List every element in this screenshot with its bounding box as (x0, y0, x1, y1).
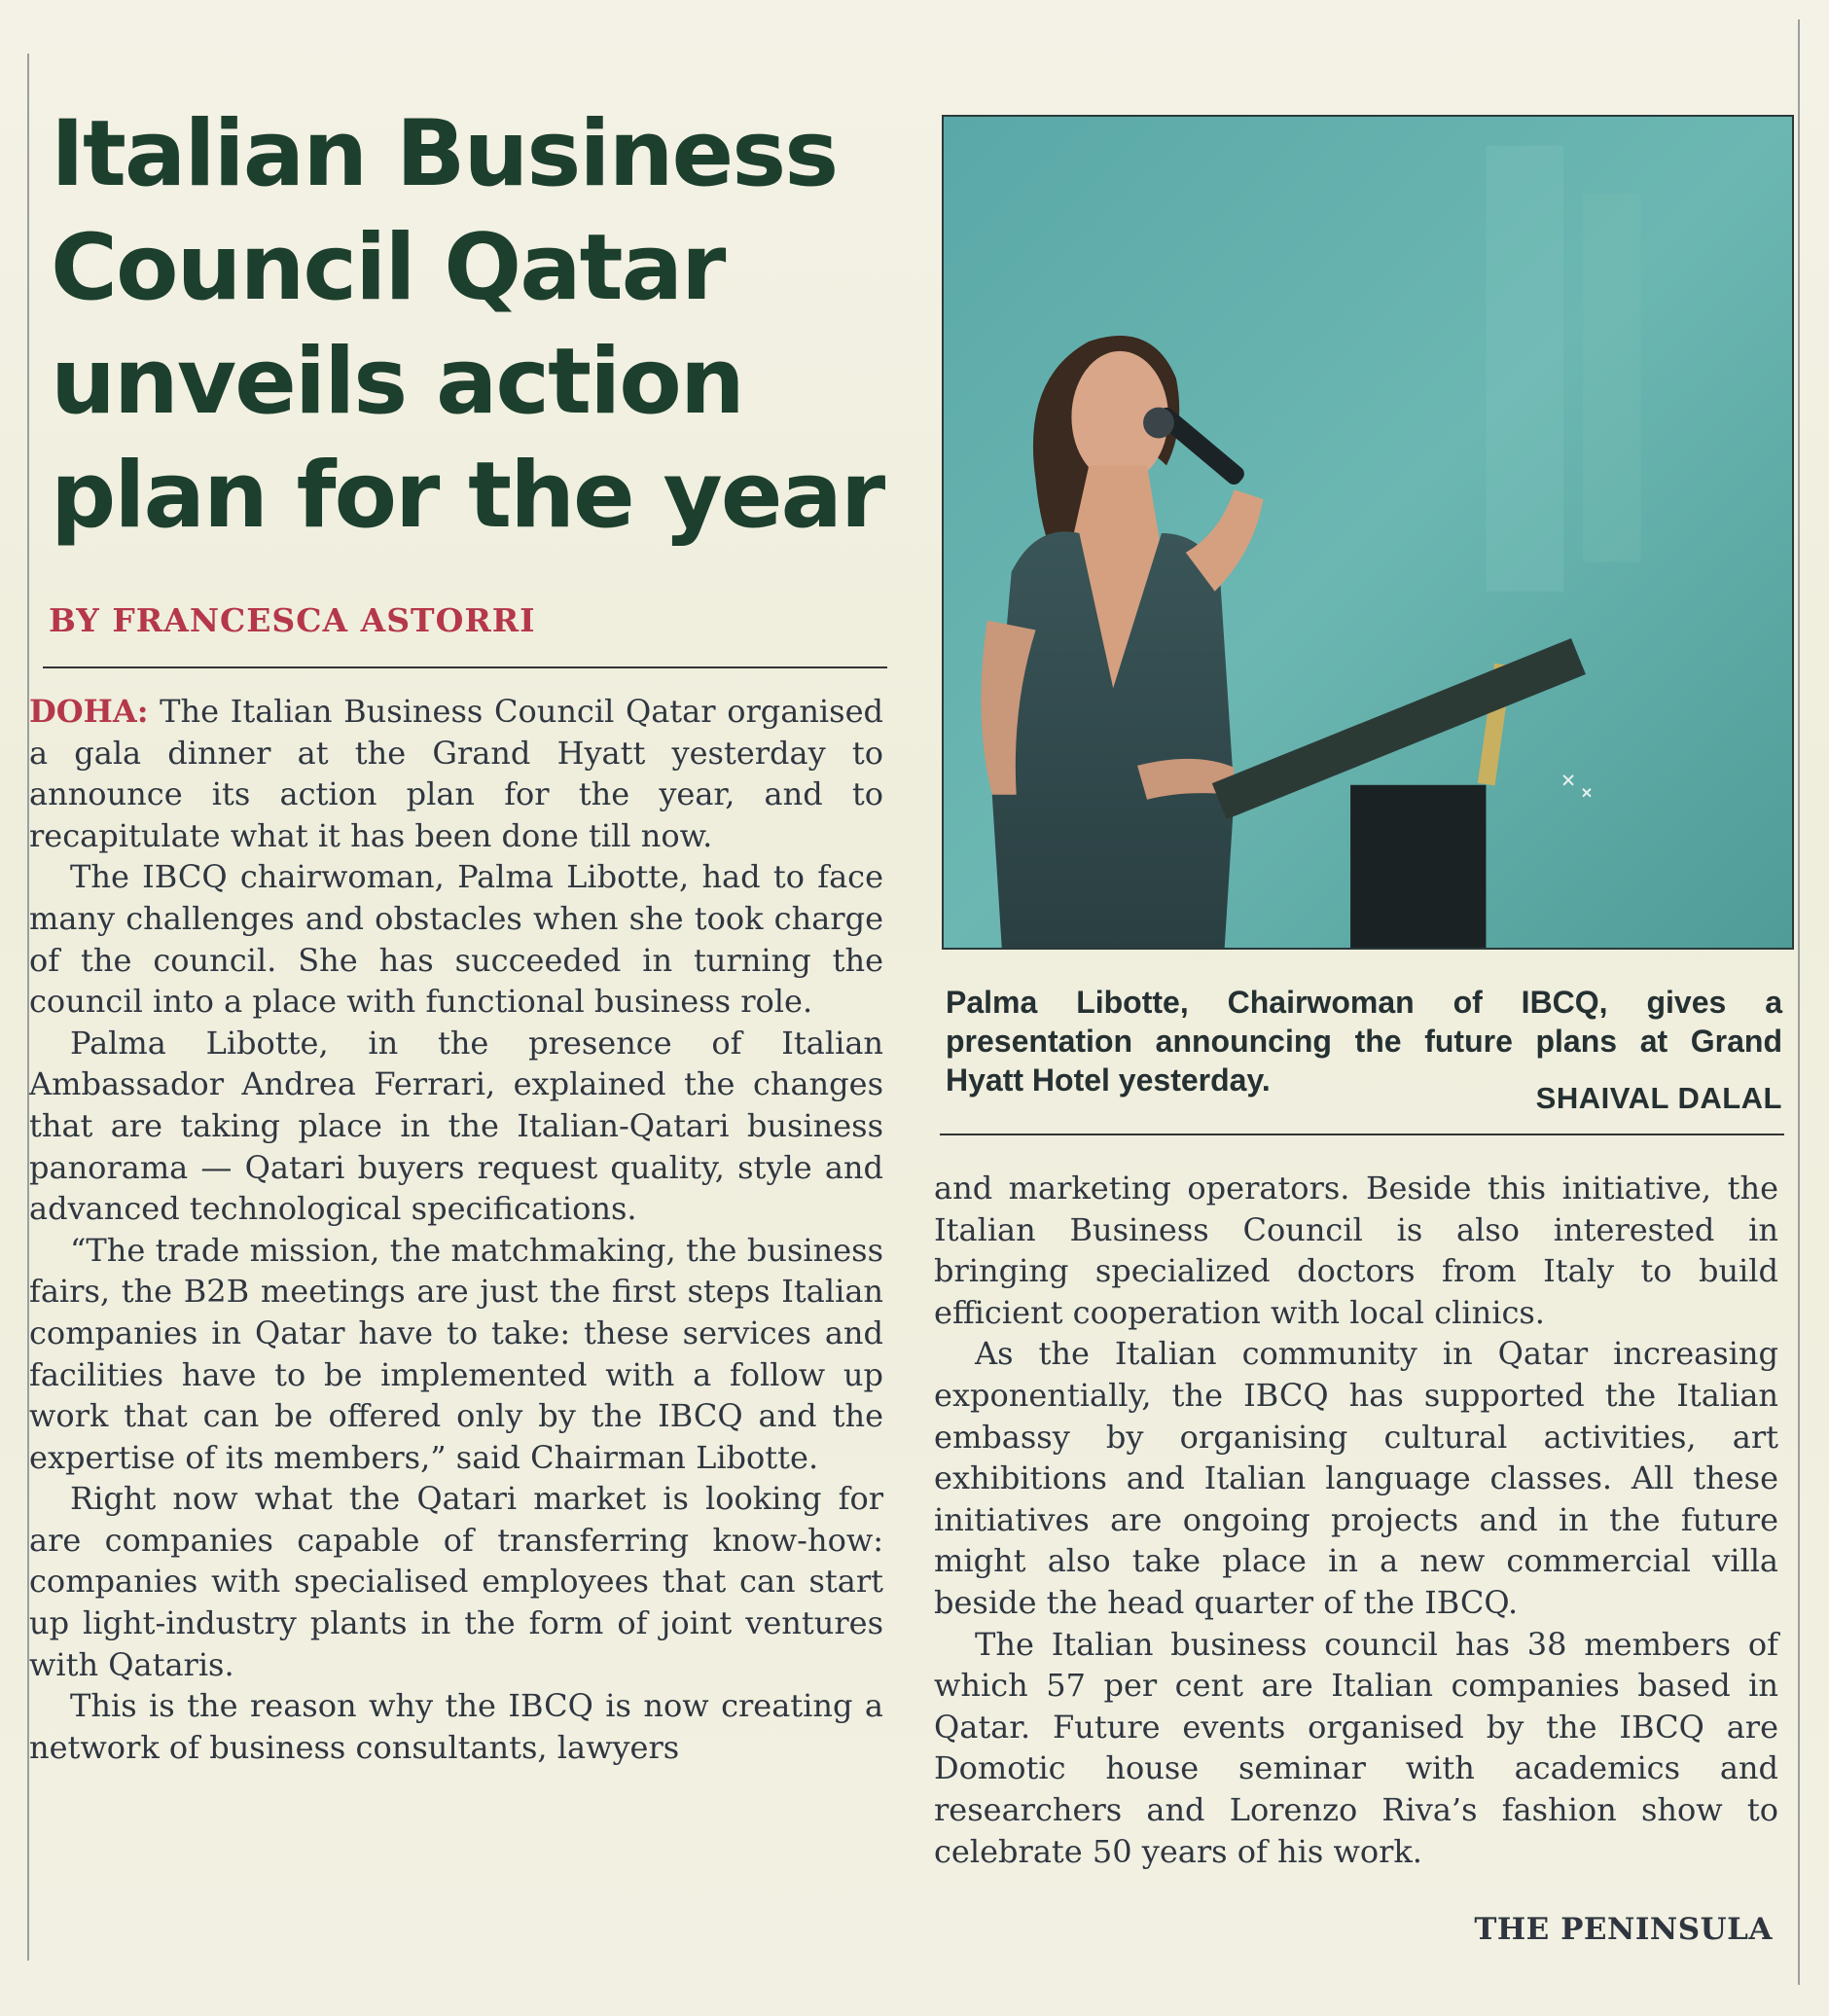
article-paragraph: This is the reason why the IBCQ is now creating a network of business consultants, lawyers (29, 1687, 883, 1766)
headline: Italian Business Council Qatar unveils action plan for the year (51, 101, 884, 549)
photo-caption: Palma Libotte, Chairwoman of IBCQ, gives a presentation announcing the future plans at Grand Hyatt Hotel yesterday. (946, 985, 1782, 1098)
article-paragraph: Palma Libotte, in the presence of Italian Ambassador Andrea Ferrari, explained the changes that are taking place in the Italian-Qatari business panorama — Qatari buyers request quality, style and advanced technological specifications. (29, 1024, 883, 1228)
article-column-left (29, 691, 883, 1768)
article-paragraph: “The trade mission, the matchmaking, the business fairs, the B2B meetings are just the first steps Italian companies in Qatar have to take: these services and facilities have to be implemented with a follow up work that can be offered only by the IBCQ and the expertise of its members,” said Chairman Libotte. (29, 1231, 883, 1476)
article-paragraph (29, 691, 883, 856)
article-paragraph: The IBCQ chairwoman, Palma Libotte, had to face many challenges and obstacles when she took charge of the council. She has succeeded in turning the council into a place with functional business role. (29, 858, 883, 1021)
caption-divider (940, 1134, 1784, 1135)
article-paragraph: and marketing operators. Beside this initiative, the Italian Business Council is also interested in bringing specialized doctors from Italy to build efficient cooperation with local clinics. (934, 1170, 1778, 1331)
right-border-rule (1798, 19, 1800, 1985)
article-paragraph: Right now what the Qatari market is looking for are companies capable of transferring know-how: companies with specialised employees that can start up light-industry plants in the form of joint ventures with Qataris. (29, 1480, 883, 1683)
article-paragraph: The Italian business council has 38 members of which 57 per cent are Italian companies based in Qatar. Future events organised by the IBCQ are Domotic house seminar with academics and researchers and Lorenzo Riva’s fashion show to celebrate 50 years of his work. (934, 1625, 1778, 1870)
article-photo (942, 115, 1794, 950)
photo-credit: SHAIVAL DALAL (1535, 1081, 1782, 1115)
article-paragraph: As the Italian community in Qatar increasing exponentially, the IBCQ has supported the Italian embassy by organising cultural activities, art exhibitions and Italian language classes. All these initiatives are ongoing projects and in the future might also take place in a new commercial villa beside the head quarter of the IBCQ. (934, 1335, 1778, 1621)
paragraph-text: The Italian Business Council Qatar organised a gala dinner at the Grand Hyatt yesterday to announce its action plan for the year, and to recapitulate what it has been done till now. (29, 693, 884, 854)
publication-source: THE PENINSULA (1474, 1912, 1773, 1947)
dateline: DOHA: (29, 693, 149, 730)
byline-divider (43, 666, 887, 668)
speaker-at-podium-illustration (944, 117, 1792, 948)
article-column-right (934, 1168, 1778, 1872)
byline: BY FRANCESCA ASTORRI (49, 601, 536, 639)
